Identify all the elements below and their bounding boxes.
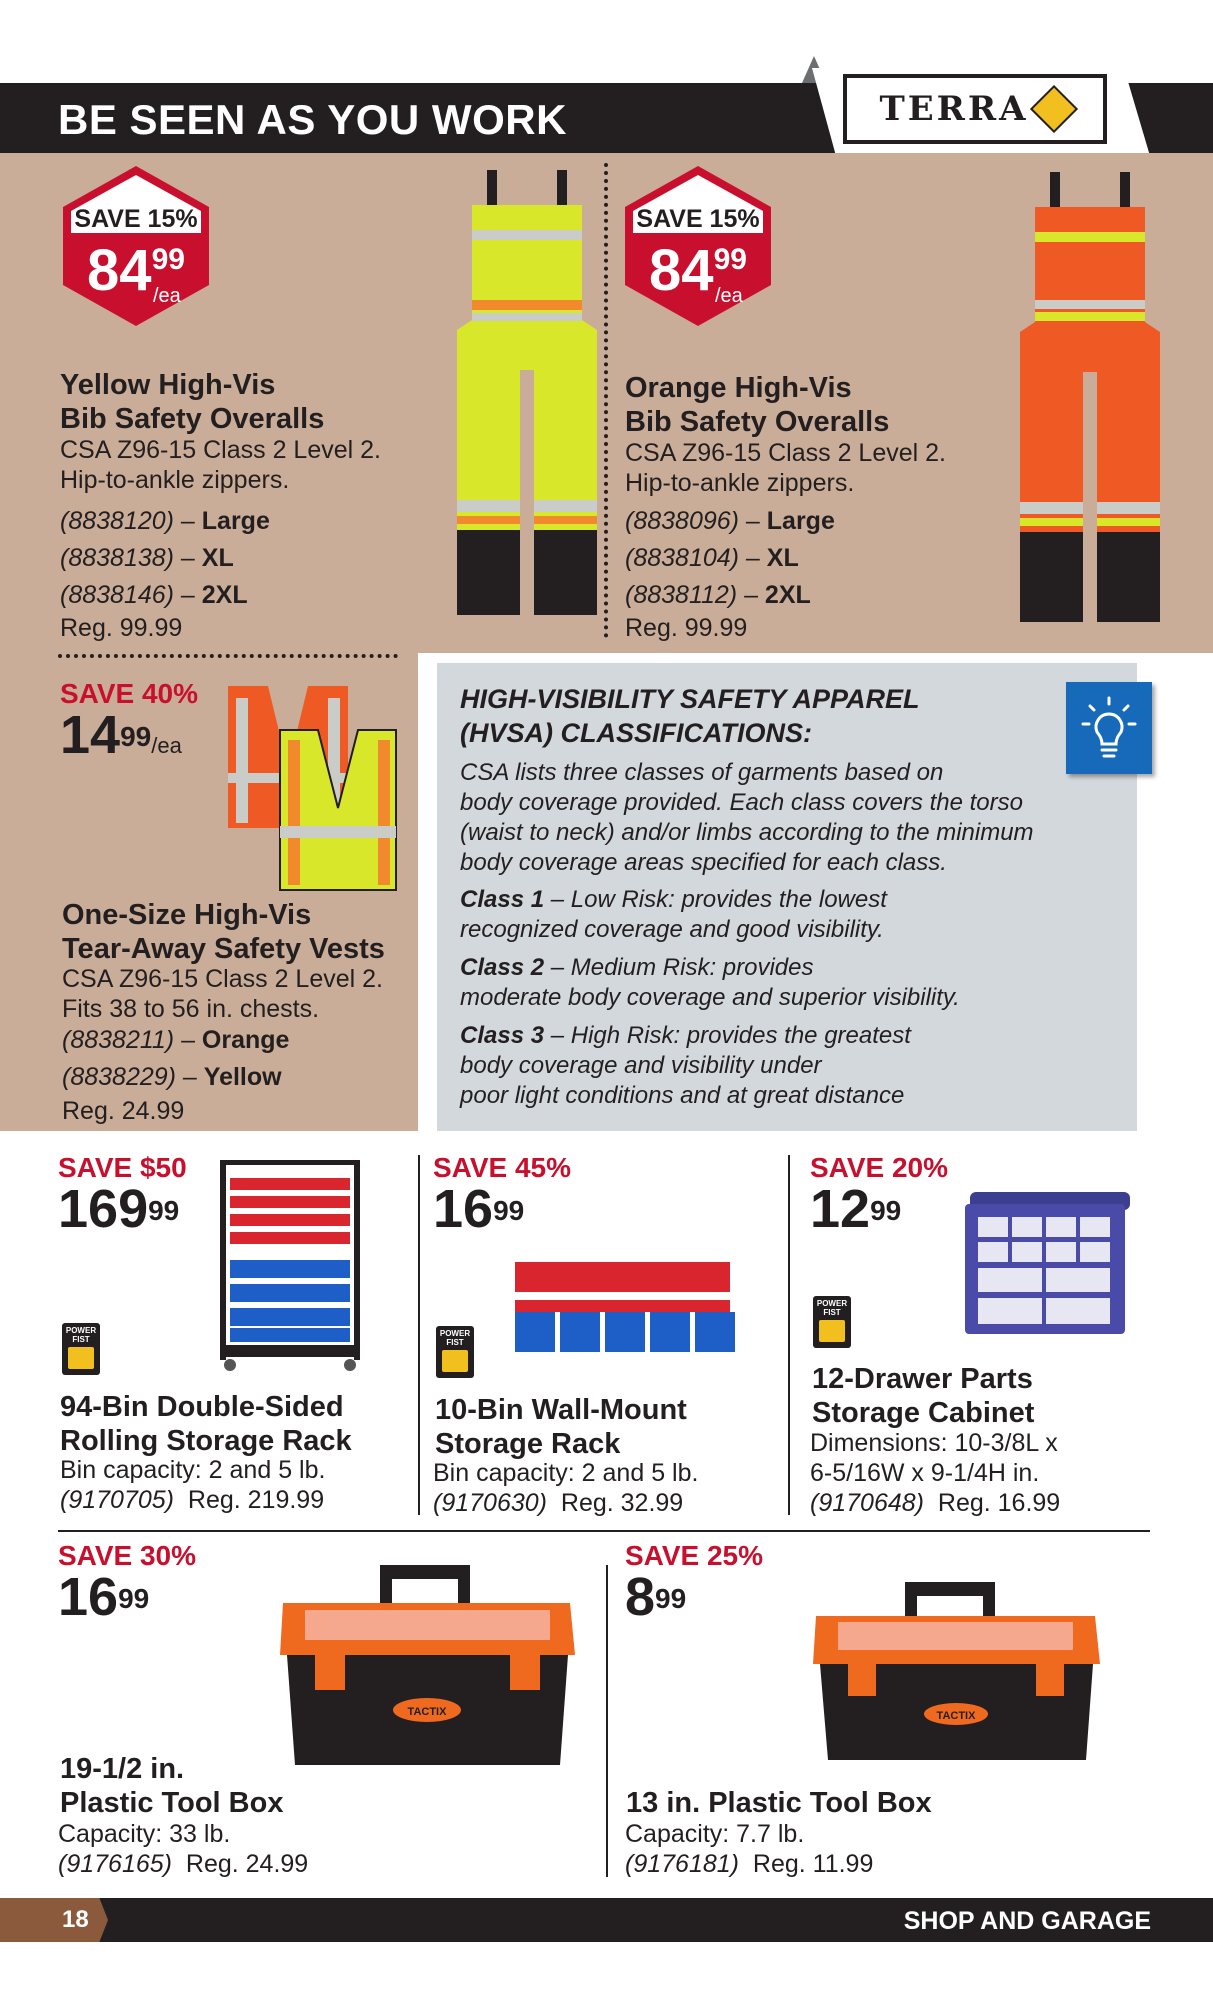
sku-and-reg: (9170630) Reg. 32.99 <box>433 1489 684 1517</box>
product-description: Capacity: 7.7 lb. <box>625 1820 805 1848</box>
section-name: SHOP AND GARAGE <box>903 1907 1151 1935</box>
power-fist-logo: POWER FIST <box>62 1323 100 1375</box>
regular-price: Reg. 99.99 <box>625 614 748 642</box>
product-name: 10-Bin Wall-Mount Storage Rack <box>435 1394 687 1460</box>
price: 8499 /ea <box>87 238 185 307</box>
save-label: SAVE 45% <box>433 1152 571 1183</box>
product-name: Orange High-Vis Bib Safety Overalls <box>625 372 890 438</box>
product-name: 12-Drawer Parts Storage Cabinet <box>812 1363 1035 1429</box>
sku-and-reg: (9176165) Reg. 24.99 <box>58 1850 309 1878</box>
power-fist-logo: POWER FIST <box>436 1326 474 1378</box>
product-description: Bin capacity: 2 and 5 lb. <box>60 1456 326 1484</box>
sku-and-reg: (9170648) Reg. 16.99 <box>810 1489 1061 1517</box>
sku-and-reg: (9176181) Reg. 11.99 <box>625 1850 874 1878</box>
product-description: CSA Z96-15 Class 2 Level 2. Fits 38 to 56 in. chests. <box>62 965 383 1023</box>
price: $8^{99}$ <box>625 1567 687 1627</box>
dotted-divider <box>604 163 608 638</box>
save-label: SAVE $50 <box>58 1152 187 1183</box>
price: $16^{99}$ <box>58 1567 150 1627</box>
column-divider <box>606 1565 608 1877</box>
save-label: SAVE 40% <box>60 678 198 709</box>
product-name: Yellow High-Vis Bib Safety Overalls <box>60 369 325 435</box>
power-fist-logo: POWER FIST <box>813 1296 851 1348</box>
terra-logo-icon <box>1030 85 1078 133</box>
sku-list: (8838211) – Orange (8838229) – Yellow <box>62 1026 290 1091</box>
save-label: SAVE 15% <box>636 205 760 233</box>
wall-mount-rack-image <box>510 1262 740 1362</box>
product-description: Bin capacity: 2 and 5 lb. <box>433 1459 699 1487</box>
row-divider <box>58 1530 1150 1532</box>
sku-list: (8838096) – Large (8838104) – XL (8838112) – 2XL <box>625 507 835 609</box>
dotted-divider <box>58 654 398 658</box>
product-description: CSA Z96-15 Class 2 Level 2. Hip-to-ankle zippers. <box>60 436 381 494</box>
sku-list: (8838120) – Large (8838138) – XL (8838146) – 2XL <box>60 507 270 609</box>
info-title: HIGH-VISIBILITY SAFETY APPAREL (HVSA) CLASSIFICATIONS: <box>460 684 920 748</box>
tactix-label: TACTIX <box>936 1710 976 1722</box>
save-label: SAVE 25% <box>625 1540 763 1571</box>
page-number: 18 <box>62 1906 89 1933</box>
price-badge <box>60 163 212 329</box>
sku-and-reg: (9170705) Reg. 219.99 <box>60 1486 325 1514</box>
regular-price: Reg. 99.99 <box>60 614 183 642</box>
safety-vests-image <box>228 678 400 894</box>
terra-logo <box>843 74 1107 144</box>
rolling-rack-image <box>215 1160 365 1375</box>
save-label: SAVE 15% <box>74 205 198 233</box>
product-description: CSA Z96-15 Class 2 Level 2. Hip-to-ankle zippers. <box>625 439 946 497</box>
tactix-label: TACTIX <box>407 1706 447 1718</box>
product-description: Capacity: 33 lb. <box>58 1820 231 1848</box>
column-divider <box>418 1155 420 1515</box>
drawer-cabinet-image <box>960 1192 1135 1342</box>
price: $16^{99}$ <box>433 1179 525 1239</box>
brand-name: TERRA <box>879 89 1029 129</box>
page-number-tab <box>0 1898 108 1942</box>
product-name: One-Size High-Vis Tear-Away Safety Vests <box>62 899 385 965</box>
product-name: 19-1/2 in. Plastic Tool Box <box>60 1753 284 1819</box>
column-divider <box>788 1155 790 1515</box>
price: $12^{99}$ <box>810 1179 902 1239</box>
price: $169^{99}$ <box>58 1179 180 1239</box>
product-name: 94-Bin Double-Sided Rolling Storage Rack <box>60 1391 352 1457</box>
regular-price: Reg. 24.99 <box>62 1097 185 1125</box>
tool-box-13-image <box>810 1582 1105 1767</box>
orange-overalls-image <box>1015 172 1165 632</box>
info-class-3: Class 3 – High Risk: provides the greatest body coverage and visibility under poor light conditions and at great distance <box>460 1022 911 1109</box>
product-name: 13 in. Plastic Tool Box <box>626 1787 932 1819</box>
page-title: BE SEEN AS YOU WORK <box>58 96 567 143</box>
yellow-overalls-image <box>452 170 602 625</box>
info-class-1: Class 1 – Low Risk: provides the lowest recognized coverage and good visibility. <box>460 886 887 943</box>
tool-box-19-image <box>275 1565 580 1775</box>
price: $14^{99}/ea$ <box>60 705 182 765</box>
save-label: SAVE 20% <box>810 1152 948 1183</box>
price: 8499 /ea <box>649 238 747 307</box>
info-class-2: Class 2 – Medium Risk: provides moderate body coverage and superior visibility. <box>460 954 960 1011</box>
info-intro: CSA lists three classes of garments based on body coverage provided. Each class covers the torso (waist to neck) and/or limbs according to the minimum body coverage areas specified for each class. <box>460 759 1034 876</box>
product-description: Dimensions: 10-3/8L x 6-5/16W x 9-1/4H in. <box>810 1429 1058 1487</box>
price-badge <box>622 163 774 329</box>
save-label: SAVE 30% <box>58 1540 196 1571</box>
